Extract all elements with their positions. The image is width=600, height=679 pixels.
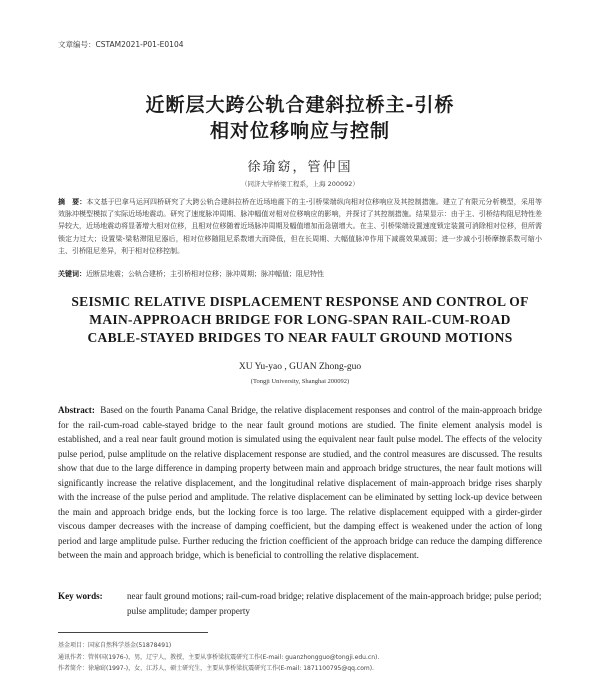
en-title-line-3: CABLE-STAYED BRIDGES TO NEAR FAULT GROUND MOTIONS xyxy=(87,330,513,345)
en-abstract-text: Based on the fourth Panama Canal Bridge, the relative displacement responses and control of the main-approach bridge for the rail-cum-road cable-stayed bridge to the near fault ground motions are studied. The finite element analysis model is established, and a real near fault ground motion is simulated using the equivalent near fault pulse model. The effects of the velocity pulse period, pulse amplitude on the relative displacement response are studied, and the control measures are discussed. The results show that due to the large difference in damping property between main and approach bridge structures, the near fault motions will significantly increase the relative displacement, and the longitudinal relative displacement of main-approach bridge rises sharply with the increase of the pulse period and amplitude. The relative displacement can be eliminated by setting lock-up device between the main and approach bridge ends, but the locking force is too large. The relative displacement equipped with a girder-girder viscous damper decreases with the increase of damping coefficient, but the damping effect is weakened under the action of long period and large amplitude pulse. Further reducing the friction coefficient of the approach bridge can reduce the damping difference between the main and approach bridge, which is beneficial to controlling the relative displacement. xyxy=(58,405,543,560)
cn-keywords-label: 关键词： xyxy=(58,270,86,278)
cn-abstract xyxy=(58,196,542,257)
en-authors: XU Yu-yao , GUAN Zhong-guo xyxy=(238,362,362,372)
cn-keywords-text: 近断层地震；公轨合建桥；主引桥相对位移；脉冲周期；脉冲幅值；阻尼特性 xyxy=(86,270,324,278)
cn-abstract-text: 本文基于巴拿马运河四桥研究了大跨公轨合建斜拉桥在近场地震下的主-引桥梁端纵向相对位移响应及其控制措施。建立了有限元分析模型，采用等效脉冲模型模拟了实际近场地震动。研究了速度脉冲周期、脉冲幅值对相对位移响应的影响，并探讨了其控制措施。结果显示：由于主、引桥结构阻尼特性差异较大，近场地震动将显著增大相对位移，且相对位移随着近场脉冲周期及幅值增加而急剧增大。在主、引桥梁端设置速度锁定装置可消除相对位移，但所需锁定力过大；设置梁-梁粘滞阻尼器后，相对位移随阻尼系数增大而降低，但在长周期、大幅值脉冲作用下减震效果减弱；进一步减小引桥摩擦系数可缩小主、引桥阻尼差异，利于相对位移控制。 xyxy=(58,198,542,255)
cn-title-line-2: 相对位移响应与控制 xyxy=(209,120,390,142)
cn-abstract-label: 摘 要： xyxy=(58,198,87,206)
cn-authors: 徐瑜窈，管仲国 xyxy=(247,160,353,175)
en-abstract-label: Abstract: xyxy=(58,405,95,415)
footnote-funding: 基金项目：国家自然科学基金(51878491) xyxy=(58,642,172,649)
en-keywords-text: near fault ground motions; rail-cum-road bridge; relative displacement of the main-approach bridge; pulse period; pulse amplitude; damper property xyxy=(127,591,542,616)
cn-keywords xyxy=(58,269,542,279)
footnote-author-bio: 作者简介：徐瑜窈(1997-)，女，江苏人，硕士研究生，主要从事桥梁抗震研究工作(E-mail: 1871100795@qq.com). xyxy=(58,665,374,672)
en-keywords xyxy=(58,589,542,618)
cn-affiliation: （同济大学桥梁工程系，上海 200092） xyxy=(241,180,359,188)
cn-title-line-1: 近断层大跨公轨合建斜拉桥主-引桥 xyxy=(145,94,455,116)
footnote-corresponding-author: 通讯作者：管仲国(1976-)，男，辽宁人，教授，主要从事桥梁抗震研究工作(E-mail: guanzhongguo@tongji.edu.cn). xyxy=(58,653,380,661)
en-title-line-1: SEISMIC RELATIVE DISPLACEMENT RESPONSE AND CONTROL OF xyxy=(71,294,529,309)
footnote-divider xyxy=(58,632,208,633)
en-abstract xyxy=(58,403,542,563)
en-keywords-label: Key words: xyxy=(58,591,103,601)
en-title-line-2: MAIN-APPROACH BRIDGE FOR LONG-SPAN RAIL-CUM-ROAD xyxy=(89,312,511,327)
article-number: 文章编号：CSTAM2021-P01-E0104 xyxy=(58,40,184,49)
footnotes xyxy=(58,640,548,675)
en-affiliation: (Tongji University, Shanghai 200092) xyxy=(250,378,350,385)
